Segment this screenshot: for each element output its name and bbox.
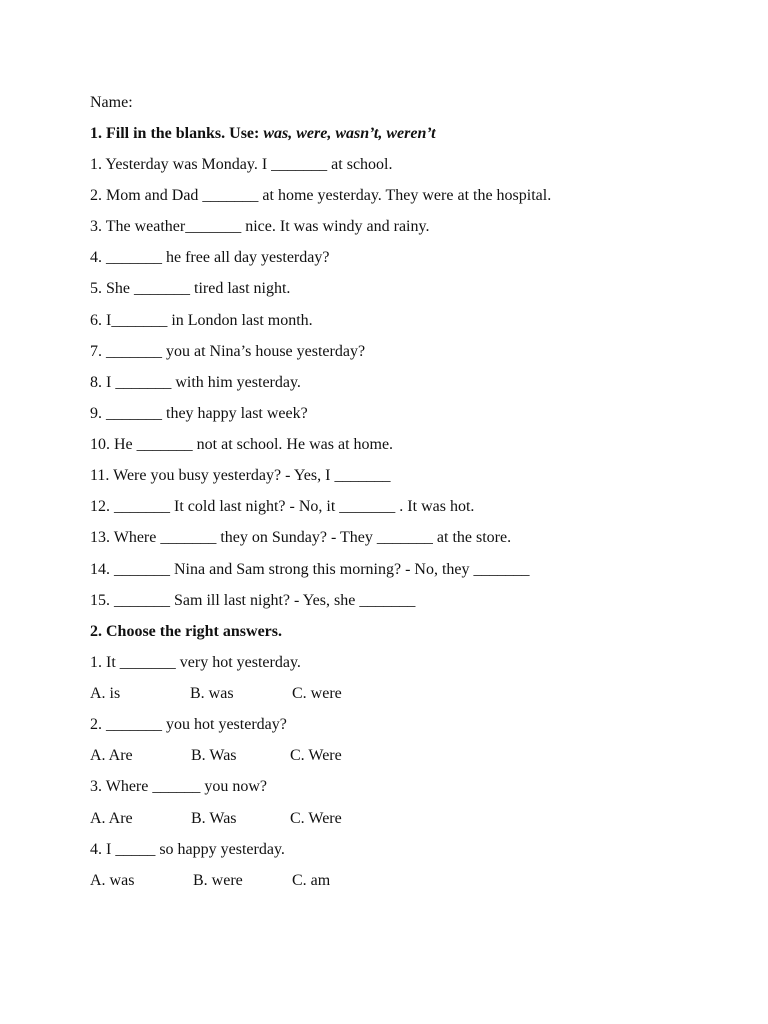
mc-question: 4. I _____ so happy yesterday. bbox=[90, 841, 285, 858]
mc-option-a: A. Are bbox=[90, 810, 133, 827]
fill-item: 8. I _______ with him yesterday. bbox=[90, 374, 301, 391]
mc-question: 1. It _______ very hot yesterday. bbox=[90, 654, 301, 671]
mc-option-a: A. Are bbox=[90, 747, 133, 764]
fill-item: 15. _______ Sam ill last night? - Yes, she _______ bbox=[90, 592, 416, 609]
fill-item: 14. _______ Nina and Sam strong this morning? - No, they _______ bbox=[90, 561, 530, 578]
section1-heading-words: was, were, wasn’t, weren’t bbox=[263, 125, 436, 142]
mc-option-a: A. was bbox=[90, 872, 135, 889]
fill-item: 1. Yesterday was Monday. I _______ at school. bbox=[90, 156, 393, 173]
fill-item: 13. Where _______ they on Sunday? - They _______ at the store. bbox=[90, 529, 512, 546]
mc-option-c: C. am bbox=[292, 872, 331, 889]
section2-heading: 2. Choose the right answers. bbox=[90, 623, 282, 640]
fill-item: 7. _______ you at Nina’s house yesterday? bbox=[90, 343, 366, 360]
fill-item: 9. _______ they happy last week? bbox=[90, 405, 308, 422]
fill-item: 2. Mom and Dad _______ at home yesterday. They were at the hospital. bbox=[90, 187, 552, 204]
fill-item: 6. I_______ in London last month. bbox=[90, 312, 313, 329]
fill-item: 12. _______ It cold last night? - No, it _______ . It was hot. bbox=[90, 498, 475, 515]
fill-item: 10. He _______ not at school. He was at home. bbox=[90, 436, 394, 453]
fill-item: 4. _______ he free all day yesterday? bbox=[90, 249, 330, 266]
section1-heading-prefix: 1. Fill in the blanks. Use: bbox=[90, 125, 264, 142]
mc-option-b: B. Was bbox=[191, 810, 237, 827]
section1-heading bbox=[90, 124, 436, 144]
name-label: Name: bbox=[90, 94, 133, 111]
fill-item: 3. The weather_______ nice. It was windy and rainy. bbox=[90, 218, 430, 235]
mc-option-a: A. is bbox=[90, 685, 121, 702]
mc-option-b: B. Was bbox=[191, 747, 237, 764]
mc-option-b: B. was bbox=[190, 685, 234, 702]
mc-option-c: C. were bbox=[292, 685, 342, 702]
mc-option-c: C. Were bbox=[290, 810, 342, 827]
mc-option-b: B. were bbox=[193, 872, 243, 889]
mc-question: 2. _______ you hot yesterday? bbox=[90, 716, 287, 733]
fill-item: 11. Were you busy yesterday? - Yes, I _______ bbox=[90, 467, 391, 484]
mc-question: 3. Where ______ you now? bbox=[90, 778, 267, 795]
fill-item: 5. She _______ tired last night. bbox=[90, 280, 291, 297]
mc-option-c: C. Were bbox=[290, 747, 342, 764]
